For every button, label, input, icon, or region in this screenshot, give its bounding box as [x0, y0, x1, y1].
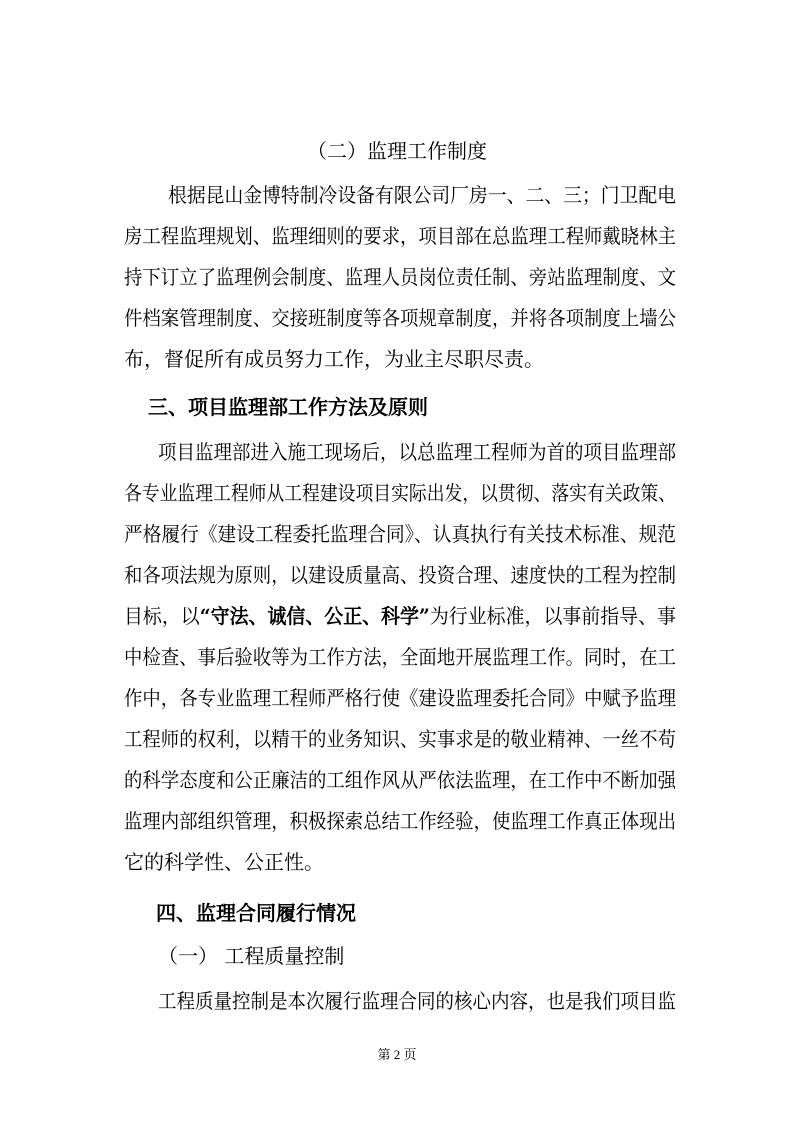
line-5-prefix: 目标，以 [124, 604, 200, 628]
paragraph-1-line-1: 根据昆山金博特制冷设备有限公司厂房一、二、三；门卫配电 [168, 183, 676, 207]
heading-section-3: 三、项目监理部工作方法及原则 [148, 395, 428, 419]
page-number: 第 2 页 [377, 1047, 417, 1062]
paragraph-2-line-4: 和各项法规为原则，以建设质量高、投资合理、速度快的工程为控制 [124, 563, 676, 587]
paragraph-2-line-8: 工程师的权利，以精干的业务知识、实事求是的敬业精神、一丝不苟 [124, 727, 676, 751]
paragraph-2-line-3: 严格履行《建设工程委托监理合同》、认真执行有关技术标准、规范 [124, 522, 677, 546]
paragraph-1-line-4: 件档案管理制度、交接班制度等各项规章制度，并将各项制度上墙公 [124, 306, 676, 330]
paragraph-2-line-7: 作中，各专业监理工程师严格行使《建设监理委托合同》中赋予监理 [124, 686, 676, 710]
paragraph-2-line-2: 各专业监理工程师从工程建设项目实际出发，以贯彻、落实有关政策、 [124, 481, 676, 505]
paragraph-2-line-1: 项目监理部进入施工现场后，以总监理工程师为首的项目监理部 [158, 440, 676, 464]
paragraph-2-line-9: 的科学态度和公正廉洁的工组作风从严依法监理，在工作中不断加强 [124, 768, 676, 792]
paragraph-2-line-6: 中检查、事后验收等为工作方法，全面地开展监理工作。同时，在工 [124, 645, 676, 669]
paragraph-1-line-2: 房工程监理规划、监理细则的要求，项目部在总监理工程师戴晓林主 [124, 224, 676, 248]
paragraph-2-line-11: 它的科学性、公正性。 [124, 850, 324, 874]
industry-standard-quote: “守法、诚信、公正、科学” [199, 604, 430, 628]
paragraph-1-line-3: 持下订立了监理例会制度、监理人员岗位责任制、旁站监理制度、文 [124, 265, 676, 289]
paragraph-3-line-1: 工程质量控制是本次履行监理合同的核心内容，也是我们项目监 [158, 989, 676, 1013]
paragraph-2-line-10: 监理内部组织管理，积极探索总结工作经验，使监理工作真正体现出 [124, 809, 676, 833]
paragraph-1-line-5: 布，督促所有成员努力工作，为业主尽职尽责。 [124, 347, 544, 371]
heading-section-4: 四、监理合同履行情况 [156, 901, 356, 925]
subheading-quality-control: （一） 工程质量控制 [158, 944, 345, 968]
paragraph-2-line-5 [124, 602, 676, 630]
section-heading: （二）监理工作制度 [307, 139, 487, 163]
line-5-suffix: 为行业标准，以事前指导、事 [429, 604, 676, 628]
